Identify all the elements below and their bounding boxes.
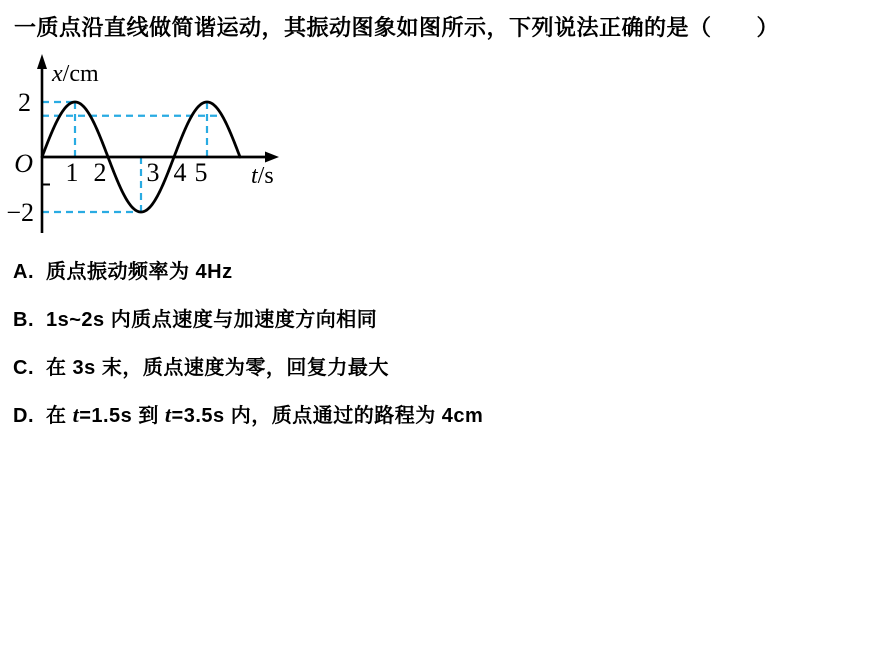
x-axis-label: t/s (251, 163, 274, 189)
option-a-text: 质点振动频率为 4Hz (46, 261, 233, 283)
x-tick-label-3: 3 (146, 158, 160, 187)
x-tick-label-2: 2 (93, 158, 107, 187)
option-c (13, 351, 389, 380)
vibration-graph-svg (0, 50, 300, 240)
x-tick-label-1: 1 (65, 158, 79, 187)
question-title: 一质点沿直线做简谐运动，其振动图象如图所示，下列说法正确的是（ ） (14, 15, 780, 40)
option-d-text-mid: =1.5s 到 (79, 405, 165, 427)
y-tick-label-neg2: −2 (6, 198, 34, 227)
option-b (13, 303, 377, 332)
option-a (13, 255, 233, 284)
option-b-label: B. (13, 309, 34, 331)
x-axis-arrow-icon (265, 152, 279, 163)
option-d-var-t2: t (164, 402, 172, 427)
vibration-graph (0, 50, 300, 240)
y-axis-label: x/cm (52, 61, 99, 87)
option-d-label: D. (13, 405, 34, 427)
origin-label: O (14, 149, 33, 178)
option-c-text: 在 3s 末，质点速度为零，回复力最大 (46, 357, 389, 379)
option-b-text: 1s~2s 内质点速度与加速度方向相同 (46, 309, 378, 331)
option-d (13, 399, 483, 428)
y-axis-arrow-icon (37, 54, 47, 69)
option-d-text-post: =3.5s 内，质点通过的路程为 4cm (171, 405, 484, 427)
x-tick-label-5: 5 (194, 158, 208, 187)
y-tick-label-2: 2 (18, 88, 31, 117)
option-a-label: A. (13, 261, 34, 283)
option-d-text-pre: 在 (46, 405, 73, 427)
option-c-label: C. (13, 357, 34, 379)
x-tick-label-4: 4 (173, 158, 187, 187)
option-d-var-t1: t (72, 402, 80, 427)
